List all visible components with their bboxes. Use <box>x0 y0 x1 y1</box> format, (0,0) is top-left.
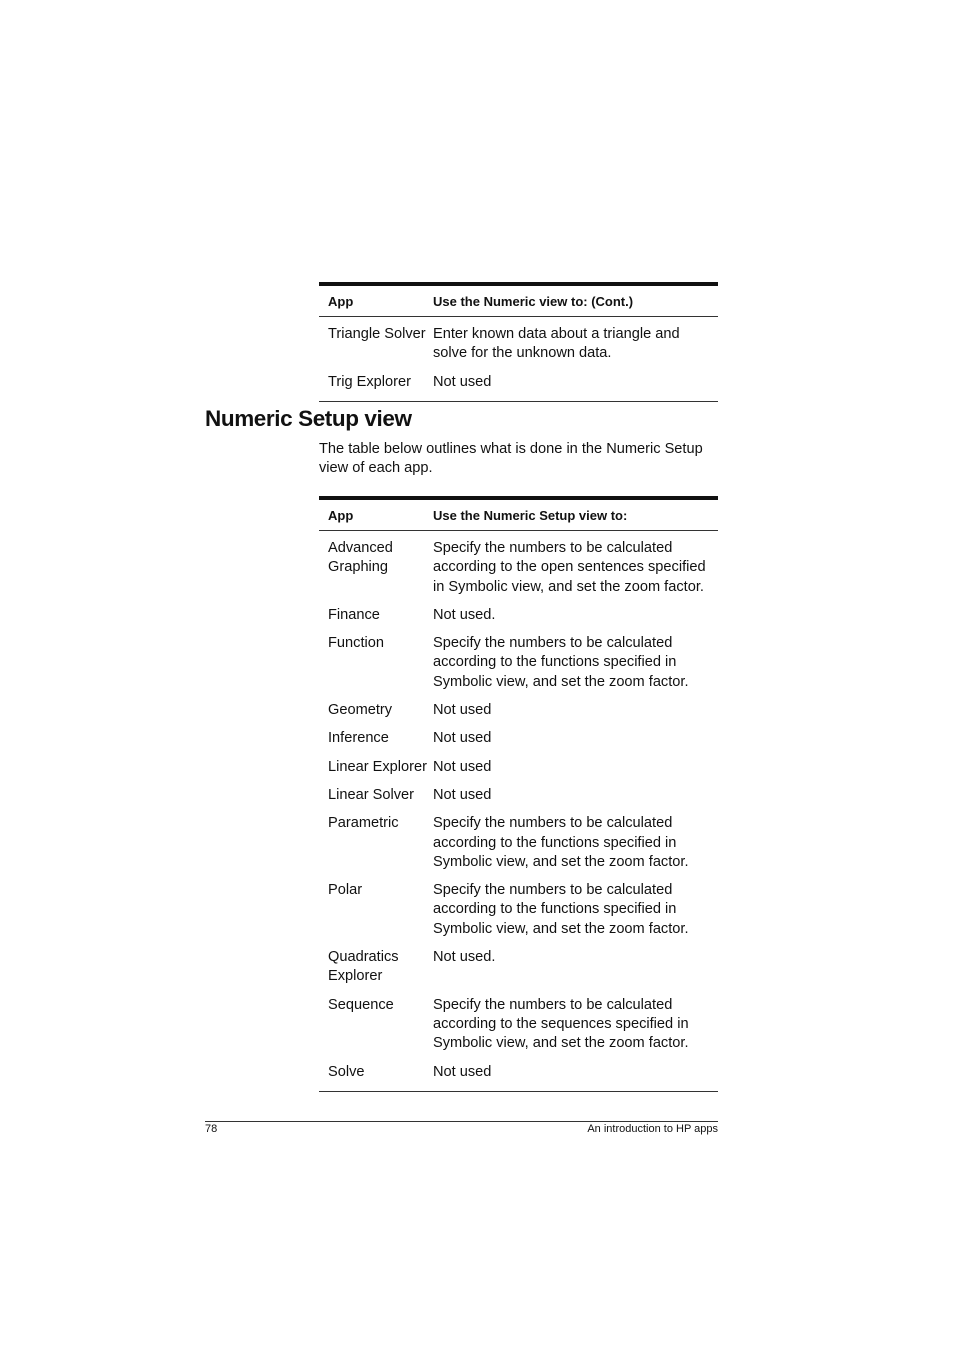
app-name: Linear Solver <box>328 786 414 803</box>
table-row <box>319 697 718 725</box>
header-use: Use the Numeric Setup view to: <box>433 507 628 523</box>
table-header <box>319 500 718 531</box>
table-row <box>319 877 718 944</box>
app-name: Polar <box>328 882 363 899</box>
app-use: Not used <box>433 373 492 390</box>
app-use: Not used <box>433 730 492 747</box>
section-title: Numeric Setup view <box>205 406 412 431</box>
numeric-setup-table <box>319 496 718 1092</box>
table-row <box>319 602 718 630</box>
app-use: Not used <box>433 786 492 803</box>
table-body <box>319 317 718 402</box>
app-use: Specify the numbers to be calculated according to the functions specified in Symbolic view, and set the zoom factor. <box>433 882 689 937</box>
numeric-view-table <box>319 282 718 402</box>
table-row <box>319 1059 718 1087</box>
section-intro: The table below outlines what is done in the Numeric Setup view of each app. <box>319 441 703 477</box>
table-row <box>319 992 718 1059</box>
table-row <box>319 754 718 782</box>
table-row <box>319 944 718 992</box>
header-use: Use the Numeric view to: (Cont.) <box>433 293 634 309</box>
app-name: Geometry <box>328 702 393 719</box>
app-use: Specify the numbers to be calculated according to the sequences specified in Symbolic view, and set the zoom factor. <box>433 996 689 1052</box>
footer-divider <box>205 1121 718 1122</box>
app-name: Parametric <box>328 815 399 832</box>
header-app: App <box>328 507 354 523</box>
header-app: App <box>328 293 354 309</box>
app-name: Function <box>328 635 384 652</box>
app-name: Linear Explorer <box>328 758 427 775</box>
table-header <box>319 286 718 317</box>
app-use: Not used <box>433 1063 492 1080</box>
app-use: Enter known data about a triangle and solve for the unknown data. <box>433 326 680 362</box>
app-name: Triangle Solver <box>328 326 426 342</box>
table-row <box>319 725 718 753</box>
table-row <box>319 321 718 369</box>
chapter-title: An introduction to HP apps <box>587 1123 718 1135</box>
app-use: Not used <box>433 702 492 719</box>
app-name: Solve <box>328 1063 365 1080</box>
table-row <box>319 782 718 810</box>
table-row <box>319 810 718 877</box>
app-name: Inference <box>328 730 389 747</box>
app-name: Trig Explorer <box>328 373 411 390</box>
table-row <box>319 369 718 397</box>
table-row <box>319 535 718 602</box>
app-name: Quadratics Explorer <box>328 949 399 985</box>
app-use: Not used. <box>433 606 496 623</box>
app-use: Not used <box>433 758 492 775</box>
app-name: Advanced Graphing <box>328 540 393 576</box>
app-use: Specify the numbers to be calculated according to the open sentences specified in Symbolic view, and set the zoom factor. <box>433 540 706 595</box>
app-use: Specify the numbers to be calculated according to the functions specified in Symbolic view, and set the zoom factor. <box>433 635 689 690</box>
app-use: Not used. <box>433 949 496 966</box>
page-number: 78 <box>205 1123 218 1135</box>
app-name: Finance <box>328 606 380 623</box>
app-use: Specify the numbers to be calculated according to the functions specified in Symbolic view, and set the zoom factor. <box>433 815 689 870</box>
table-body <box>319 531 718 1092</box>
app-name: Sequence <box>328 996 394 1013</box>
table-row <box>319 630 718 697</box>
